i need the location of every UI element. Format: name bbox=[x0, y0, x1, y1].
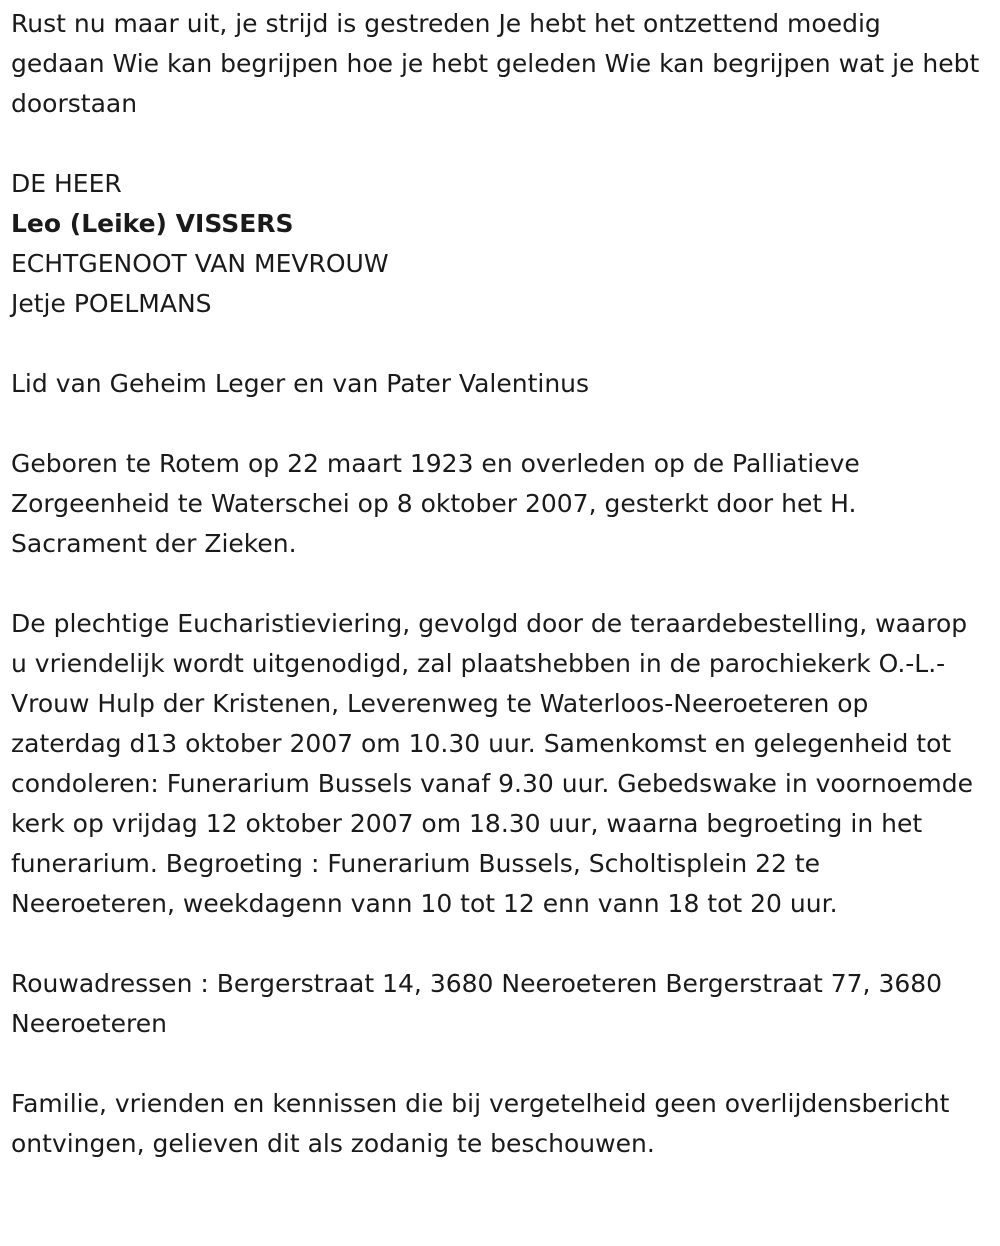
spacer bbox=[11, 324, 982, 364]
ceremony-text: De plechtige Eucharistieviering, gevolgd door de teraardebestelling, waarop u vriendelijk wordt uitgenodigd, zal plaatshebben in de parochiekerk O.-L.-Vrouw Hulp der Kristenen, Leverenweg te Waterloos-Neeroeteren op zaterdag d13 oktober 2007 om 10.30 uur. Samenkomst en gelegenheid tot condoleren: Funerarium Bussels vanaf 9.30 uur. Gebedswake in voornoemde kerk op vrijdag 12 oktober 2007 om 18.30 uur, waarna begroeting in het funerarium. Begroeting : Funerarium Bussels, Scholtisplein 22 te Neeroeteren, weekdagenn vann 10 tot 12 enn vann 18 tot 20 uur. bbox=[11, 609, 973, 918]
spouse-prefix: ECHTGENOOT VAN MEVROUW bbox=[11, 249, 389, 278]
spacer bbox=[11, 564, 982, 604]
poem-text: Rust nu maar uit, je strijd is gestreden Je hebt het ontzettend moedig gedaan Wie kan begrijpen hoe je hebt geleden Wie kan begrijpen wat je hebt doorstaan bbox=[11, 9, 980, 118]
spacer bbox=[11, 404, 982, 444]
deceased-name: Leo (Leike) VISSERS bbox=[11, 209, 294, 238]
membership-text: Lid van Geheim Leger en van Pater Valentinus bbox=[11, 369, 590, 398]
spacer bbox=[11, 924, 982, 964]
spacer bbox=[11, 1044, 982, 1084]
closing-text: Familie, vrienden en kennissen die bij vergetelheid geen overlijdensbericht ontvingen, gelieven dit als zodanig te beschouwen. bbox=[11, 1089, 950, 1158]
addresses-text: Rouwadressen : Bergerstraat 14, 3680 Neeroeteren Bergerstraat 77, 3680 Neeroeteren bbox=[11, 969, 943, 1038]
spacer bbox=[11, 124, 982, 164]
title-prefix: DE HEER bbox=[11, 169, 122, 198]
spouse-name: Jetje POELMANS bbox=[11, 289, 212, 318]
birth-death-text: Geboren te Rotem op 22 maart 1923 en overleden op de Palliatieve Zorgeenheid te Waterschei op 8 oktober 2007, gesterkt door het H. Sacrament der Zieken. bbox=[11, 449, 860, 558]
